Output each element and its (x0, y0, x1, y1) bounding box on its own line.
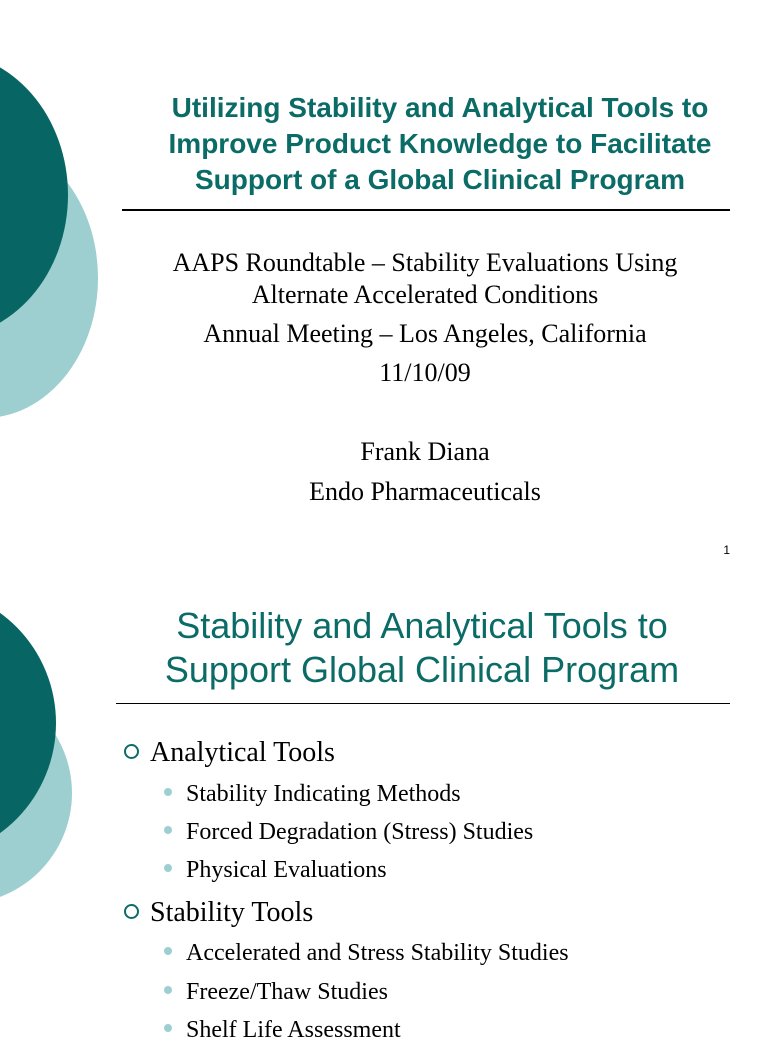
sub-bullet (164, 817, 533, 847)
sub-bullet-label: Freeze/Thaw Studies (186, 979, 388, 1005)
sub-bullet-label: Physical Evaluations (186, 857, 387, 883)
sub-bullet (164, 938, 569, 968)
subtitle-line-1: AAPS Roundtable – Stability Evaluations Using (172, 248, 678, 277)
hollow-circle-bullet-icon (124, 744, 139, 759)
sub-bullet (164, 779, 461, 809)
bullet-analytical-tools (124, 736, 335, 770)
filled-dot-bullet-icon (164, 788, 172, 796)
subtitle-line-3: Annual Meeting – Los Angeles, California (203, 319, 647, 348)
filled-dot-bullet-icon (164, 864, 172, 872)
filled-dot-bullet-icon (164, 1024, 172, 1032)
sub-bullet (164, 1015, 401, 1045)
slide-2-title-line-1: Stability and Analytical Tools to (176, 605, 668, 646)
sub-bullet (164, 977, 388, 1007)
slide-2-title-line-2: Support Global Clinical Program (164, 649, 680, 690)
filled-dot-bullet-icon (164, 826, 172, 834)
presenter-name: Frank Diana (360, 437, 490, 466)
bullet-label: Stability Tools (150, 897, 314, 928)
sub-bullet-label: Forced Degradation (Stress) Studies (186, 819, 534, 845)
slide-2-title (110, 604, 734, 692)
subtitle-line-2: Alternate Accelerated Conditions (251, 280, 599, 309)
sub-bullet-label: Accelerated and Stress Stability Studies (186, 940, 569, 966)
filled-dot-bullet-icon (164, 947, 172, 955)
sub-bullet-label: Stability Indicating Methods (186, 781, 461, 807)
page-number: 1 (723, 543, 730, 557)
bullet-label: Analytical Tools (150, 737, 335, 768)
sub-bullet (164, 855, 387, 885)
slide-2 (0, 570, 768, 1043)
title-divider (116, 703, 730, 704)
title-divider (122, 209, 730, 211)
slide-1-title: Utilizing Stability and Analytical Tools to Improve Product Knowledge to Facilitate Support of a Global Clinical Program (168, 92, 712, 195)
bullet-stability-tools (124, 896, 313, 930)
date-line: 11/10/09 (379, 358, 471, 387)
filled-dot-bullet-icon (164, 986, 172, 994)
hollow-circle-bullet-icon (124, 904, 139, 919)
sub-bullet-label: Shelf Life Assessment (186, 1017, 401, 1043)
presenter-company: Endo Pharmaceuticals (309, 477, 541, 506)
